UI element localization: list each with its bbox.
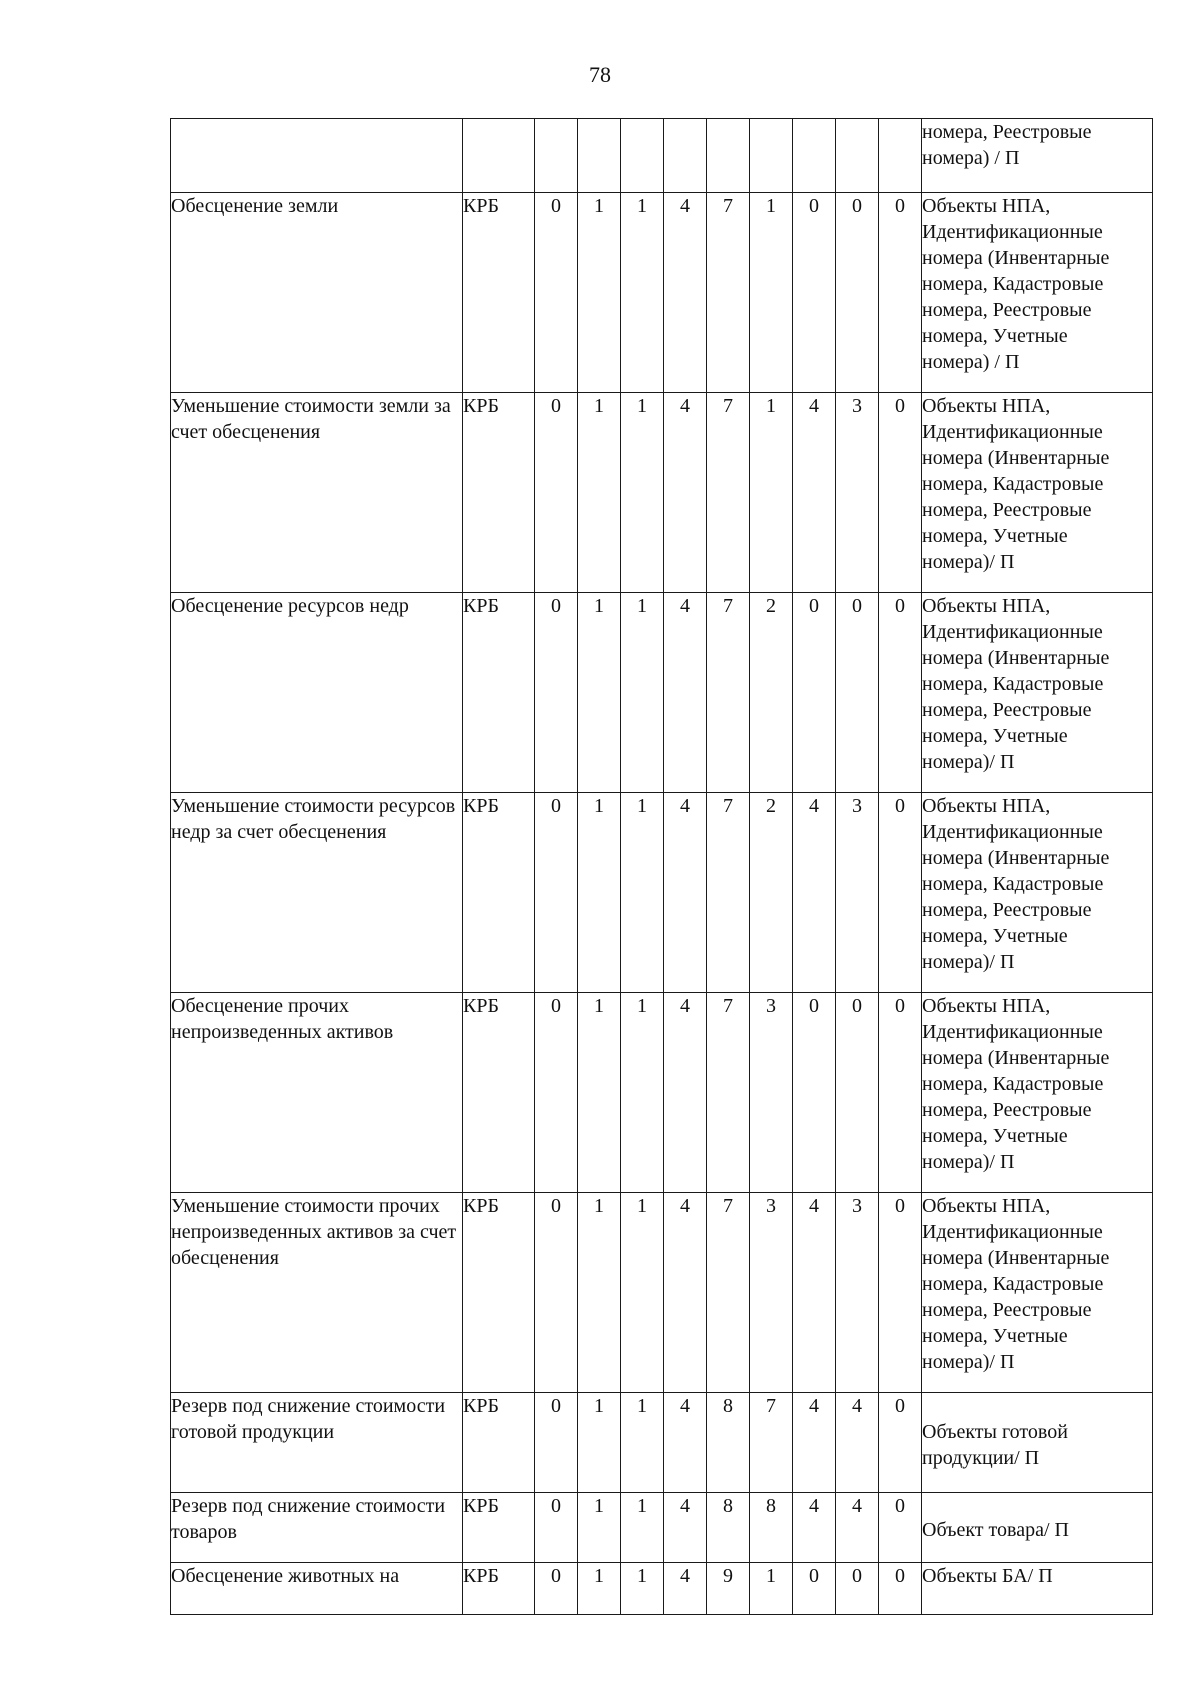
row-code-cell: КРБ bbox=[463, 993, 535, 1193]
row-digit-cell: 7 bbox=[750, 1393, 793, 1493]
row-digit-cell: 1 bbox=[578, 193, 621, 393]
row-digit-cell: 4 bbox=[836, 1493, 879, 1563]
row-digit-cell: 1 bbox=[578, 1193, 621, 1393]
row-digit-cell: 3 bbox=[836, 1193, 879, 1393]
row-digit-cell: 3 bbox=[836, 393, 879, 593]
row-digit-cell: 3 bbox=[836, 793, 879, 993]
row-code-cell: КРБ bbox=[463, 1393, 535, 1493]
row-digit-cell: 7 bbox=[707, 193, 750, 393]
row-note-cell: Объекты НПА, Идентификационные номера (Инвентарные номера, Кадастровые номера, Реестровые номера, Учетные номера)/ П bbox=[922, 993, 1153, 1193]
codes-table bbox=[170, 118, 1153, 1615]
row-digit-cell: 0 bbox=[535, 1393, 578, 1493]
row-note-cell: Объекты НПА, Идентификационные номера (Инвентарные номера, Кадастровые номера, Реестровые номера, Учетные номера)/ П bbox=[922, 793, 1153, 993]
row-digit-cell: 0 bbox=[879, 1193, 922, 1393]
table-body bbox=[171, 119, 1153, 1615]
row-digit-cell bbox=[793, 119, 836, 193]
row-note-cell: Объекты НПА, Идентификационные номера (Инвентарные номера, Кадастровые номера, Реестровые номера, Учетные номера)/ П bbox=[922, 393, 1153, 593]
row-name-cell: Обесценение ресурсов недр bbox=[171, 593, 463, 793]
row-digit-cell: 0 bbox=[879, 1393, 922, 1493]
row-digit-cell: 4 bbox=[793, 1493, 836, 1563]
table-row bbox=[171, 119, 1153, 193]
row-digit-cell: 1 bbox=[621, 593, 664, 793]
row-digit-cell: 0 bbox=[879, 1493, 922, 1563]
table-row bbox=[171, 993, 1153, 1193]
row-digit-cell: 1 bbox=[621, 1563, 664, 1615]
row-digit-cell: 0 bbox=[879, 393, 922, 593]
row-note-cell: Объекты НПА, Идентификационные номера (Инвентарные номера, Кадастровые номера, Реестровые номера, Учетные номера)/ П bbox=[922, 1193, 1153, 1393]
row-note-cell: номера, Реестровые номера) / П bbox=[922, 119, 1153, 193]
row-digit-cell: 4 bbox=[793, 393, 836, 593]
row-digit-cell: 8 bbox=[707, 1393, 750, 1493]
page-number: 78 bbox=[589, 62, 611, 87]
row-digit-cell: 4 bbox=[793, 1393, 836, 1493]
row-name-cell: Обесценение животных на bbox=[171, 1563, 463, 1615]
row-digit-cell: 3 bbox=[750, 1193, 793, 1393]
row-digit-cell: 1 bbox=[578, 993, 621, 1193]
row-digit-cell: 0 bbox=[879, 193, 922, 393]
row-code-cell: КРБ bbox=[463, 593, 535, 793]
row-digit-cell: 0 bbox=[793, 593, 836, 793]
table-row bbox=[171, 1493, 1153, 1563]
row-name-cell: Уменьшение стоимости ресурсов недр за счет обесценения bbox=[171, 793, 463, 993]
row-digit-cell: 4 bbox=[664, 1493, 707, 1563]
row-digit-cell bbox=[664, 119, 707, 193]
row-digit-cell: 7 bbox=[707, 393, 750, 593]
row-digit-cell: 1 bbox=[750, 193, 793, 393]
table-row bbox=[171, 1393, 1153, 1493]
table-row bbox=[171, 1563, 1153, 1615]
row-digit-cell: 1 bbox=[578, 1393, 621, 1493]
row-digit-cell: 1 bbox=[621, 793, 664, 993]
row-digit-cell: 8 bbox=[750, 1493, 793, 1563]
row-digit-cell: 1 bbox=[621, 393, 664, 593]
row-digit-cell: 0 bbox=[535, 393, 578, 593]
row-digit-cell: 0 bbox=[793, 993, 836, 1193]
row-digit-cell: 2 bbox=[750, 793, 793, 993]
row-digit-cell: 0 bbox=[879, 793, 922, 993]
row-digit-cell: 0 bbox=[879, 593, 922, 793]
row-digit-cell: 1 bbox=[621, 1493, 664, 1563]
row-note-cell: Объекты НПА, Идентификационные номера (Инвентарные номера, Кадастровые номера, Реестровые номера, Учетные номера)/ П bbox=[922, 593, 1153, 793]
row-digit-cell: 0 bbox=[836, 593, 879, 793]
row-digit-cell: 4 bbox=[664, 1563, 707, 1615]
row-digit-cell bbox=[750, 119, 793, 193]
row-note-cell: Объекты БА/ П bbox=[922, 1563, 1153, 1615]
row-digit-cell: 1 bbox=[621, 993, 664, 1193]
row-digit-cell: 2 bbox=[750, 593, 793, 793]
row-digit-cell bbox=[535, 119, 578, 193]
row-digit-cell: 4 bbox=[793, 793, 836, 993]
row-name-cell: Обесценение прочих непроизведенных активов bbox=[171, 993, 463, 1193]
row-note-cell: Объекты готовой продукции/ П bbox=[922, 1393, 1153, 1493]
row-digit-cell: 7 bbox=[707, 993, 750, 1193]
row-digit-cell: 1 bbox=[578, 1563, 621, 1615]
row-digit-cell bbox=[621, 119, 664, 193]
row-digit-cell: 0 bbox=[535, 993, 578, 1193]
row-digit-cell: 1 bbox=[750, 393, 793, 593]
row-code-cell: КРБ bbox=[463, 393, 535, 593]
row-note-cell: Объекты НПА, Идентификационные номера (Инвентарные номера, Кадастровые номера, Реестровые номера, Учетные номера) / П bbox=[922, 193, 1153, 393]
row-digit-cell: 1 bbox=[621, 1193, 664, 1393]
row-digit-cell: 1 bbox=[621, 1393, 664, 1493]
row-digit-cell: 4 bbox=[664, 793, 707, 993]
row-digit-cell: 4 bbox=[664, 1393, 707, 1493]
row-code-cell: КРБ bbox=[463, 193, 535, 393]
row-digit-cell: 0 bbox=[836, 993, 879, 1193]
row-code-cell: КРБ bbox=[463, 1193, 535, 1393]
row-digit-cell: 7 bbox=[707, 1193, 750, 1393]
row-digit-cell: 8 bbox=[707, 1493, 750, 1563]
row-digit-cell: 0 bbox=[879, 1563, 922, 1615]
row-digit-cell bbox=[578, 119, 621, 193]
row-digit-cell: 4 bbox=[664, 1193, 707, 1393]
row-digit-cell: 1 bbox=[578, 1493, 621, 1563]
table-row bbox=[171, 1193, 1153, 1393]
row-digit-cell: 0 bbox=[793, 1563, 836, 1615]
row-digit-cell: 4 bbox=[664, 993, 707, 1193]
row-digit-cell bbox=[879, 119, 922, 193]
row-digit-cell bbox=[707, 119, 750, 193]
row-digit-cell: 1 bbox=[750, 1563, 793, 1615]
row-code-cell: КРБ bbox=[463, 1563, 535, 1615]
row-digit-cell: 1 bbox=[578, 593, 621, 793]
row-digit-cell: 1 bbox=[578, 793, 621, 993]
row-name-cell bbox=[171, 119, 463, 193]
table-row bbox=[171, 793, 1153, 993]
row-digit-cell: 0 bbox=[793, 193, 836, 393]
row-digit-cell: 1 bbox=[621, 193, 664, 393]
row-code-cell bbox=[463, 119, 535, 193]
row-code-cell: КРБ bbox=[463, 793, 535, 993]
row-name-cell: Обесценение земли bbox=[171, 193, 463, 393]
row-digit-cell: 0 bbox=[535, 193, 578, 393]
row-note-cell: Объект товара/ П bbox=[922, 1493, 1153, 1563]
row-code-cell: КРБ bbox=[463, 1493, 535, 1563]
row-digit-cell: 1 bbox=[578, 393, 621, 593]
row-digit-cell: 0 bbox=[879, 993, 922, 1193]
row-digit-cell: 4 bbox=[664, 393, 707, 593]
row-name-cell: Резерв под снижение стоимости товаров bbox=[171, 1493, 463, 1563]
table-row bbox=[171, 593, 1153, 793]
row-digit-cell: 0 bbox=[535, 1193, 578, 1393]
row-digit-cell: 4 bbox=[793, 1193, 836, 1393]
row-digit-cell: 7 bbox=[707, 793, 750, 993]
row-digit-cell bbox=[836, 119, 879, 193]
row-digit-cell: 4 bbox=[664, 193, 707, 393]
row-digit-cell: 4 bbox=[836, 1393, 879, 1493]
row-digit-cell: 0 bbox=[535, 793, 578, 993]
row-digit-cell: 7 bbox=[707, 593, 750, 793]
row-digit-cell: 0 bbox=[836, 1563, 879, 1615]
row-digit-cell: 9 bbox=[707, 1563, 750, 1615]
row-name-cell: Резерв под снижение стоимости готовой продукции bbox=[171, 1393, 463, 1493]
row-digit-cell: 0 bbox=[535, 593, 578, 793]
row-name-cell: Уменьшение стоимости прочих непроизведенных активов за счет обесценения bbox=[171, 1193, 463, 1393]
row-digit-cell: 0 bbox=[535, 1493, 578, 1563]
table-row bbox=[171, 193, 1153, 393]
row-digit-cell: 3 bbox=[750, 993, 793, 1193]
row-digit-cell: 0 bbox=[535, 1563, 578, 1615]
table-row bbox=[171, 393, 1153, 593]
row-digit-cell: 4 bbox=[664, 593, 707, 793]
row-name-cell: Уменьшение стоимости земли за счет обесценения bbox=[171, 393, 463, 593]
row-digit-cell: 0 bbox=[836, 193, 879, 393]
